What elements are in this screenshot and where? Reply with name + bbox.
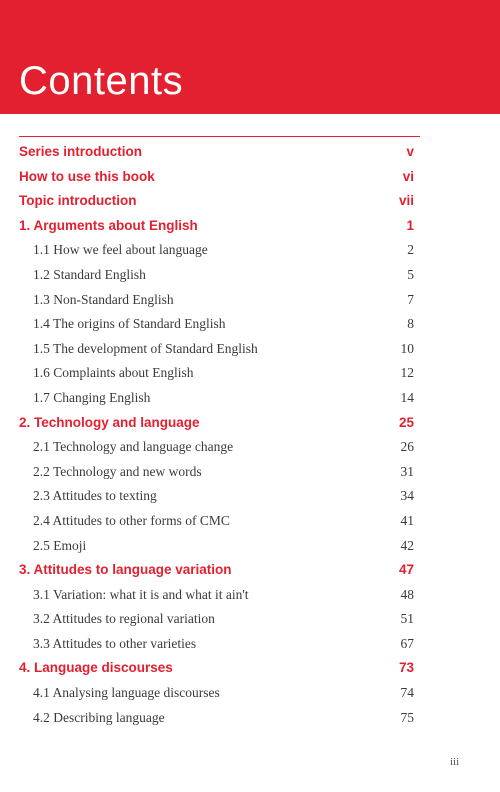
toc-section-page: 51 <box>400 611 414 627</box>
toc-section-title: 2.1 Technology and language change <box>33 439 234 455</box>
toc-section-page: 34 <box>400 488 414 504</box>
toc-section-title: 1.7 Changing English <box>33 389 151 405</box>
toc-section-page: 42 <box>400 537 414 553</box>
toc-section-title: 4.1 Analysing language discourses <box>33 685 220 701</box>
toc-entry[interactable] <box>0 189 500 214</box>
toc-chapter[interactable] <box>0 214 500 239</box>
toc-chapter-page: 1 <box>406 217 414 233</box>
toc-entry-title: How to use this book <box>19 168 155 184</box>
toc-section-title: 1.2 Standard English <box>33 266 146 282</box>
toc-section[interactable] <box>0 484 500 509</box>
toc-section-title: 2.3 Attitudes to texting <box>33 488 157 504</box>
toc-chapter-title: 3. Attitudes to language variation <box>19 562 232 578</box>
toc-section-title: 4.2 Describing language <box>33 709 165 725</box>
toc-section[interactable] <box>0 238 500 263</box>
toc-section-page: 14 <box>400 389 414 405</box>
toc-chapter[interactable] <box>0 411 500 436</box>
toc-chapter-title: 2. Technology and language <box>19 414 200 430</box>
toc-chapter-title: 4. Language discourses <box>19 660 173 676</box>
toc-section[interactable] <box>0 681 500 706</box>
toc-section[interactable] <box>0 607 500 632</box>
toc-section-title: 2.4 Attitudes to other forms of CMC <box>33 512 230 528</box>
toc-section-page: 12 <box>400 365 414 381</box>
toc-section-page: 31 <box>400 463 414 479</box>
toc-section-page: 74 <box>400 685 414 701</box>
toc-chapter[interactable] <box>0 558 500 583</box>
toc-section[interactable] <box>0 534 500 559</box>
toc-section-title: 3.2 Attitudes to regional variation <box>33 611 215 627</box>
toc-section-page: 10 <box>400 340 414 356</box>
toc-section-page: 41 <box>400 512 414 528</box>
toc-chapter-title: 1. Arguments about English <box>19 217 198 233</box>
toc-section-page: 75 <box>400 709 414 725</box>
toc-section-page: 7 <box>407 291 414 307</box>
toc-section-title: 2.5 Emoji <box>33 537 87 553</box>
toc-section-title: 1.3 Non-Standard English <box>33 291 174 307</box>
toc-entry-title: Topic introduction <box>19 193 137 209</box>
toc-section[interactable] <box>0 509 500 534</box>
toc-section[interactable] <box>0 583 500 608</box>
toc-entry[interactable] <box>0 165 500 190</box>
toc-section[interactable] <box>0 460 500 485</box>
toc-chapter-page: 73 <box>398 660 414 676</box>
toc-entry-page: vii <box>398 193 414 209</box>
toc-section[interactable] <box>0 312 500 337</box>
toc-section[interactable] <box>0 632 500 657</box>
toc-section-page: 67 <box>400 635 414 651</box>
toc-entry-title: Series introduction <box>19 144 143 159</box>
toc-section-title: 1.4 The origins of Standard English <box>33 316 226 332</box>
toc-section-title: 1.5 The development of Standard English <box>33 340 258 356</box>
toc-section-title: 1.1 How we feel about language <box>33 242 208 258</box>
toc-section[interactable] <box>0 435 500 460</box>
toc-entry-page: v <box>406 144 414 159</box>
toc-section-title: 2.2 Technology and new words <box>33 463 202 479</box>
toc-section-page: 5 <box>407 266 414 282</box>
toc-entry[interactable] <box>0 140 500 165</box>
toc-section[interactable] <box>0 361 500 386</box>
toc-chapter-page: 47 <box>398 562 414 578</box>
toc-section-title: 3.1 Variation: what it is and what it ain't <box>33 586 249 602</box>
toc-entry-page: vi <box>402 168 414 184</box>
toc-chapter[interactable] <box>0 656 500 681</box>
toc-section[interactable] <box>0 706 500 731</box>
toc-section-page: 26 <box>400 439 414 455</box>
page-title: Contents <box>19 59 184 103</box>
header-banner <box>0 0 500 114</box>
toc-section[interactable] <box>0 386 500 411</box>
toc-section-page: 2 <box>407 242 414 258</box>
toc-section-page: 48 <box>400 586 414 602</box>
page-number: iii <box>450 756 460 768</box>
toc-section-title: 3.3 Attitudes to other varieties <box>33 635 197 651</box>
table-of-contents <box>0 140 500 730</box>
toc-section-title: 1.6 Complaints about English <box>33 365 194 381</box>
divider <box>19 136 420 137</box>
toc-section[interactable] <box>0 263 500 288</box>
toc-section-page: 8 <box>407 316 414 332</box>
toc-section[interactable] <box>0 337 500 362</box>
toc-section[interactable] <box>0 288 500 313</box>
toc-chapter-page: 25 <box>398 414 414 430</box>
